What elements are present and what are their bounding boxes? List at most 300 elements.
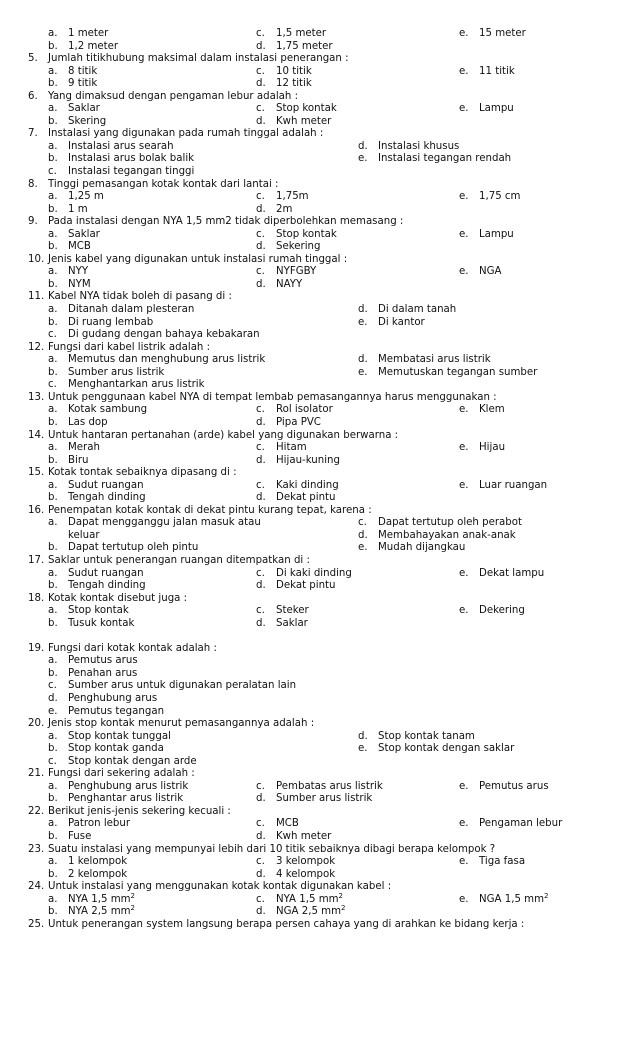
answer-option: [48, 580, 146, 593]
question-number: 20.: [28, 718, 45, 730]
option-text: 11 titik: [479, 65, 515, 77]
option-text: Menghantarkan arus listrik: [68, 379, 205, 391]
option-text: Sumber arus listrik: [68, 366, 165, 378]
answer-option: [48, 517, 261, 530]
option-text: Instalasi arus searah: [68, 140, 174, 152]
question-line: [0, 505, 638, 518]
option-text: Steker: [276, 605, 309, 617]
answer-option: [48, 793, 183, 806]
question-number: 22.: [28, 805, 45, 817]
option-text: 10 titik: [276, 65, 312, 77]
option-letter: d.: [358, 354, 368, 366]
option-letter: c.: [256, 404, 265, 416]
option-text: Pemutus arus: [68, 655, 138, 667]
option-row: [0, 329, 638, 342]
option-text: Luar ruangan: [479, 479, 548, 491]
option-row: [0, 756, 638, 769]
option-text: Tusuk kontak: [68, 617, 135, 629]
question-number: 21.: [28, 768, 45, 780]
option-row: [0, 605, 638, 618]
option-letter: b.: [48, 203, 58, 215]
question-text: Untuk penggunaan kabel NYA di tempat lembab pemasangannya harus menggunakan :: [48, 391, 497, 403]
option-text: Tiga fasa: [479, 856, 526, 868]
answer-option: [48, 605, 129, 618]
option-row: [0, 793, 638, 806]
option-letter: d.: [256, 203, 266, 215]
option-row: [0, 580, 638, 593]
option-text: Ditanah dalam plesteran: [68, 304, 195, 316]
question-line: [0, 342, 638, 355]
option-letter: e.: [459, 567, 469, 579]
option-letter: d.: [256, 278, 266, 290]
option-text: Stop kontak: [276, 103, 337, 115]
option-text: Pemutus tegangan: [68, 705, 165, 717]
option-letter: a.: [48, 567, 58, 579]
answer-option: [256, 41, 333, 54]
question-text: Tinggi pemasangan kotak kontak dari lantai :: [48, 178, 279, 190]
option-letter: b.: [48, 241, 58, 253]
option-row: [0, 279, 638, 292]
answer-option: [256, 66, 312, 79]
answer-option: [48, 492, 146, 505]
option-letter: a.: [48, 65, 58, 77]
question-number: 11.: [28, 291, 45, 303]
answer-option: [256, 241, 320, 254]
option-text: Las dop: [68, 416, 108, 428]
option-text: Dekat lampu: [479, 567, 545, 579]
option-letter: c.: [256, 818, 265, 830]
question-line: [0, 254, 638, 267]
option-letter: c.: [256, 65, 265, 77]
option-letter: c.: [256, 605, 265, 617]
option-text: NYA 1,5 mm: [68, 893, 131, 905]
question-line: [0, 291, 638, 304]
option-row: [0, 731, 638, 744]
option-text: Dekat pintu: [276, 492, 336, 504]
answer-option: [256, 191, 309, 204]
option-row: [0, 153, 638, 166]
option-letter: b.: [48, 40, 58, 52]
question-line: [0, 91, 638, 104]
option-row: [0, 404, 638, 417]
option-text: Instalasi tegangan rendah: [378, 153, 512, 165]
answer-option: [358, 153, 511, 166]
answer-option: [48, 706, 164, 719]
option-text: Patron lebur: [68, 818, 131, 830]
option-letter: a.: [48, 818, 58, 830]
answer-option: [459, 891, 549, 907]
option-letter: b.: [48, 115, 58, 127]
option-letter: d.: [358, 730, 368, 742]
answer-option: [48, 568, 144, 581]
option-text: NGA 1,5 mm: [479, 893, 545, 905]
option-letter: b.: [48, 316, 58, 328]
answer-option: [48, 66, 97, 79]
option-letter: e.: [358, 743, 368, 755]
answer-option: [459, 103, 514, 116]
option-text: Instalasi khusus: [378, 140, 460, 152]
option-letter: d.: [358, 304, 368, 316]
option-text: Hitam: [276, 442, 307, 454]
option-letter: c.: [256, 28, 265, 39]
option-row: [0, 367, 638, 380]
option-text: Rol isolator: [276, 404, 333, 416]
option-row: [0, 706, 638, 719]
option-text: Saklar: [68, 103, 100, 115]
option-letter: b.: [48, 580, 58, 592]
option-letter: c.: [48, 755, 57, 767]
answer-option: [48, 831, 91, 844]
option-letter: a.: [48, 893, 58, 905]
answer-option: [48, 191, 104, 204]
answer-option: [48, 204, 88, 217]
option-text: Instalasi tegangan tinggi: [68, 166, 195, 178]
option-text: Stop kontak tunggal: [68, 730, 171, 742]
answer-option: [256, 266, 316, 279]
option-text: keluar: [68, 529, 100, 541]
answer-option: [48, 869, 127, 882]
question-text: Jumlah titikhubung maksimal dalam instalasi penerangan :: [48, 53, 349, 65]
answer-option: [256, 279, 302, 292]
option-text: Dapat tertutup oleh pintu: [68, 542, 199, 554]
answer-option: [48, 906, 135, 919]
question-text: Untuk hantaran pertanahan (arde) kabel yang digunakan berwarna :: [48, 429, 399, 441]
question-text: Yang dimaksud dengan pengaman lebur adalah :: [48, 90, 299, 102]
question-text: Jenis kabel yang digunakan untuk instalasi rumah tinggal :: [48, 253, 348, 265]
option-letter: b.: [48, 153, 58, 165]
question-number: 14.: [28, 429, 45, 441]
answer-option: [48, 781, 188, 794]
question-line: [0, 919, 638, 932]
option-letter: c.: [256, 893, 265, 905]
answer-option: [48, 417, 108, 430]
option-text: 15 meter: [479, 28, 526, 39]
option-letter: e.: [459, 479, 469, 491]
option-text: Di gudang dengan bahaya kebakaran: [68, 329, 260, 341]
option-text: Tengah dinding: [68, 580, 146, 592]
question-number: 18.: [28, 592, 45, 604]
answer-option: [48, 530, 100, 543]
question-number: 8.: [28, 178, 38, 190]
option-letter: e.: [459, 404, 469, 416]
question-text: Untuk instalasi yang menggunakan kotak kontak digunakan kabel :: [48, 881, 392, 893]
answer-option: [48, 891, 136, 907]
option-row: [0, 542, 638, 555]
option-text: Fuse: [68, 831, 92, 842]
option-text: 1 kelompok: [68, 856, 128, 868]
option-row: [0, 668, 638, 681]
question-line: [0, 179, 638, 192]
option-letter: d.: [256, 241, 266, 253]
option-text: NAYY: [276, 278, 303, 290]
question-line: [0, 555, 638, 568]
option-superscript: 2: [130, 904, 136, 913]
answer-option: [48, 279, 91, 292]
answer-option: [256, 455, 340, 468]
option-letter: a.: [48, 404, 58, 416]
answer-option: [358, 542, 465, 555]
option-text: Stop kontak ganda: [68, 743, 164, 755]
option-row: [0, 743, 638, 756]
answer-option: [256, 404, 333, 417]
question-number: 19.: [28, 642, 45, 654]
option-text: Stop kontak: [68, 605, 129, 617]
option-letter: c.: [256, 856, 265, 868]
answer-option: [48, 668, 137, 681]
option-row: [0, 442, 638, 455]
option-text: Biru: [68, 454, 89, 466]
option-letter: b.: [48, 617, 58, 629]
option-letter: e.: [459, 65, 469, 77]
option-superscript: 2: [338, 891, 344, 900]
option-letter: c.: [256, 479, 265, 491]
option-text: Penahan arus: [68, 667, 138, 679]
option-letter: d.: [256, 793, 266, 805]
question-text: Kotak kontak disebut juga :: [48, 592, 188, 604]
option-letter: c.: [256, 567, 265, 579]
option-text: NYFGBY: [276, 266, 317, 278]
answer-option: [256, 605, 309, 618]
option-letter: e.: [459, 103, 469, 115]
option-text: Klem: [479, 404, 505, 416]
answer-option: [48, 756, 197, 769]
answer-option: [358, 731, 475, 744]
option-row: [0, 28, 638, 41]
option-text: Pipa PVC: [276, 416, 321, 428]
option-letter: b.: [48, 743, 58, 755]
question-number: 5.: [28, 53, 38, 65]
option-text: Dekat pintu: [276, 580, 336, 592]
answer-option: [48, 317, 153, 330]
question-number: 25.: [28, 918, 45, 930]
question-number: 23.: [28, 843, 45, 855]
option-text: Di kantor: [378, 316, 425, 328]
answer-option: [256, 78, 312, 91]
option-letter: d.: [256, 40, 266, 52]
option-letter: e.: [358, 542, 368, 554]
option-letter: a.: [48, 228, 58, 240]
answer-option: [256, 116, 331, 129]
answer-option: [358, 530, 516, 543]
option-text: Di kaki dinding: [276, 567, 352, 579]
question-number: 15.: [28, 467, 45, 479]
option-letter: c.: [48, 329, 57, 341]
option-letter: b.: [48, 667, 58, 679]
answer-option: [48, 367, 164, 380]
option-letter: e.: [459, 893, 469, 905]
option-letter: d.: [48, 692, 58, 704]
question-number: 6.: [28, 90, 38, 102]
question-number: 9.: [28, 216, 38, 228]
answer-option: [48, 354, 265, 367]
option-text: Hijau-kuning: [276, 454, 340, 466]
question-line: [0, 806, 638, 819]
option-letter: c.: [48, 680, 57, 692]
question-text: Saklar untuk penerangan ruangan ditempatkan di :: [48, 554, 310, 566]
question-text: Kabel NYA tidak boleh di pasang di :: [48, 291, 232, 303]
option-row: [0, 103, 638, 116]
option-letter: e.: [459, 780, 469, 792]
option-text: NYM: [68, 278, 91, 290]
option-text: Tengah dinding: [68, 492, 146, 504]
option-row: [0, 417, 638, 430]
question-line: [0, 430, 638, 443]
option-text: Sumber arus untuk digunakan peralatan lain: [68, 680, 297, 692]
option-text: Dapat mengganggu jalan masuk atau: [68, 517, 261, 529]
option-letter: c.: [256, 103, 265, 115]
option-text: 1,75 meter: [276, 40, 333, 52]
question-number: 13.: [28, 391, 45, 403]
option-row: [0, 191, 638, 204]
option-letter: b.: [48, 366, 58, 378]
answer-option: [48, 379, 205, 392]
question-number: 17.: [28, 554, 45, 566]
answer-option: [358, 354, 491, 367]
option-text: Kwh meter: [276, 831, 332, 842]
answer-option: [256, 480, 339, 493]
answer-option: [256, 492, 336, 505]
answer-option: [459, 818, 562, 831]
option-text: NYA 1,5 mm: [276, 893, 339, 905]
option-text: 1,25 m: [68, 191, 104, 203]
question-number: 24.: [28, 881, 45, 893]
option-text: Penghantar arus listrik: [68, 793, 184, 805]
option-text: Sumber arus listrik: [276, 793, 373, 805]
option-letter: e.: [459, 228, 469, 240]
question-text: Untuk penerangan system langsung berapa persen cahaya yang di arahkan ke bidang kerja :: [48, 918, 525, 930]
option-letter: e.: [459, 28, 469, 39]
option-row: [0, 241, 638, 254]
option-text: Sudut ruangan: [68, 567, 144, 579]
option-text: Kwh meter: [276, 115, 332, 127]
option-text: Saklar: [68, 228, 100, 240]
option-letter: c.: [48, 379, 57, 391]
answer-option: [48, 455, 88, 468]
option-text: Dapat tertutup oleh perabot: [378, 517, 522, 529]
question-number: 10.: [28, 253, 45, 265]
option-text: 2m: [276, 203, 293, 215]
option-row: [0, 568, 638, 581]
spacer: [0, 630, 638, 643]
answer-option: [256, 204, 292, 217]
question-line: [0, 881, 638, 894]
answer-option: [256, 869, 335, 882]
answer-option: [256, 818, 299, 831]
answer-option: [48, 78, 97, 91]
quiz-document: [0, 28, 638, 931]
option-letter: d.: [256, 617, 266, 629]
option-text: Di ruang lembab: [68, 316, 154, 328]
answer-option: [48, 266, 88, 279]
option-text: Mudah dijangkau: [378, 542, 466, 554]
option-row: [0, 41, 638, 54]
answer-option: [459, 229, 514, 242]
option-text: NYA 2,5 mm: [68, 906, 131, 918]
option-letter: e.: [459, 856, 469, 868]
question-line: [0, 718, 638, 731]
option-letter: a.: [48, 304, 58, 316]
option-letter: b.: [48, 906, 58, 918]
answer-option: [48, 153, 194, 166]
answer-option: [48, 542, 198, 555]
question-text: Penempatan kotak kontak di dekat pintu kurang tepat, karena :: [48, 504, 372, 516]
option-row: [0, 116, 638, 129]
option-row: [0, 856, 638, 869]
option-letter: d.: [358, 140, 368, 152]
option-letter: c.: [256, 442, 265, 454]
option-letter: e.: [459, 266, 469, 278]
answer-option: [48, 856, 127, 869]
option-text: MCB: [68, 241, 91, 253]
option-row: [0, 818, 638, 831]
option-letter: a.: [48, 354, 58, 366]
option-text: Kaki dinding: [276, 479, 339, 491]
option-text: Penghubung arus: [68, 692, 158, 704]
answer-option: [48, 116, 106, 129]
option-text: Saklar: [276, 617, 308, 629]
option-letter: d.: [256, 492, 266, 504]
option-text: Dekering: [479, 605, 525, 617]
question-line: [0, 467, 638, 480]
option-letter: a.: [48, 266, 58, 278]
option-letter: d.: [256, 78, 266, 90]
answer-option: [459, 191, 520, 204]
question-number: 12.: [28, 341, 45, 353]
option-text: 12 titik: [276, 78, 312, 90]
option-row: [0, 869, 638, 882]
option-text: Membahayakan anak-anak: [378, 529, 516, 541]
option-row: [0, 781, 638, 794]
option-letter: c.: [358, 517, 367, 529]
option-text: Hijau: [479, 442, 506, 454]
option-row: [0, 831, 638, 844]
option-letter: a.: [48, 856, 58, 868]
answer-option: [256, 618, 308, 631]
option-letter: a.: [48, 605, 58, 617]
option-row: [0, 204, 638, 217]
option-text: NYY: [68, 266, 89, 278]
answer-option: [48, 166, 194, 179]
question-line: [0, 392, 638, 405]
option-row: [0, 266, 638, 279]
option-row: [0, 693, 638, 706]
question-line: [0, 643, 638, 656]
option-row: [0, 480, 638, 493]
question-text: Pada instalasi dengan NYA 1,5 mm2 tidak diperbolehkan memasang :: [48, 216, 404, 228]
option-row: [0, 891, 638, 907]
answer-option: [459, 442, 505, 455]
option-text: 1,5 meter: [276, 28, 327, 39]
option-letter: d.: [256, 831, 266, 842]
option-text: Lampu: [479, 103, 514, 115]
option-text: Membatasi arus listrik: [378, 354, 491, 366]
answer-option: [256, 103, 337, 116]
option-letter: a.: [48, 103, 58, 115]
answer-option: [358, 517, 522, 530]
question-text: Fungsi dari sekering adalah :: [48, 768, 195, 780]
answer-option: [256, 793, 372, 806]
answer-option: [358, 304, 456, 317]
option-letter: d.: [256, 454, 266, 466]
option-text: 2 kelompok: [68, 868, 128, 880]
option-letter: a.: [48, 730, 58, 742]
answer-option: [358, 317, 425, 330]
answer-option: [48, 693, 157, 706]
option-text: 4 kelompok: [276, 868, 336, 880]
option-text: Stop kontak: [276, 228, 337, 240]
question-line: [0, 53, 638, 66]
answer-option: [256, 831, 331, 844]
